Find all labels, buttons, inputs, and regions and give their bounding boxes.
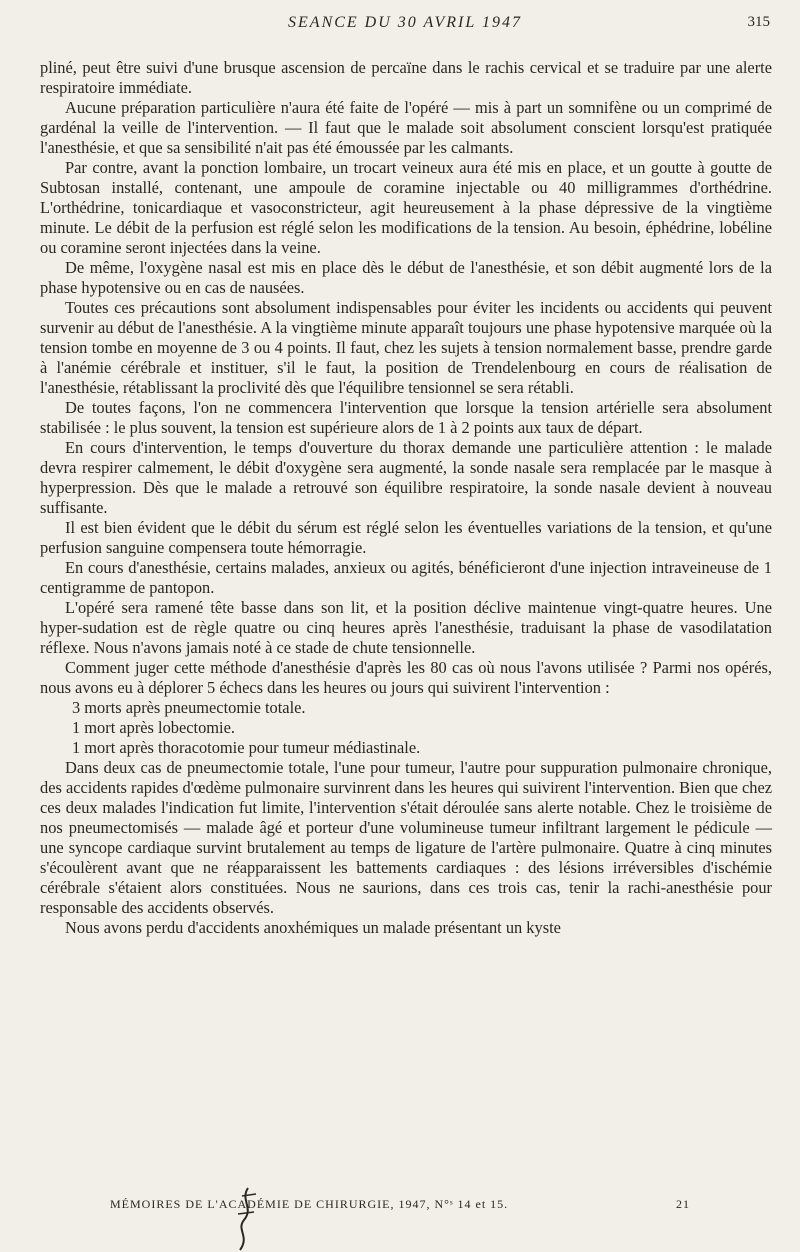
- ink-mark-icon: [230, 1186, 264, 1252]
- paragraph: Dans deux cas de pneumectomie totale, l'une pour tumeur, l'autre pour suppuration pulmonaire chronique, des accidents rapides d'œdème pulmonaire survinrent dans les heures qui suivirent l'intervention. Bien que chez ces deux malades l'indication fut limite, l'intervention s'était déroulée sans alerte notable. Chez le troisième de nos pneumectomisés — malade âgé et porteur d'une volumineuse tumeur infiltrant largement le pédicule — une syncope cardiaque survint brutalement au temps de ligature de l'artère pulmonaire. Quatre à cinq minutes s'écoulèrent avant que ne réapparaissent les battements cardiaques : des lésions irréversibles d'ischémie cérébrale s'étaient alors constituées. Nous ne saurions, dans ces trois cas, tenir la rachi-anesthésie pour responsable des accidents observés.: [40, 758, 772, 917]
- paragraph: Nous avons perdu d'accidents anoxhémiques un malade présentant un kyste: [65, 918, 561, 937]
- paragraph: Il est bien évident que le débit du sérum est réglé selon les éventuelles variations de la tension, et qu'une perfusion sanguine compensera toute hémorragie.: [40, 518, 772, 557]
- header-title: SEANCE DU 30 AVRIL 1947: [288, 14, 522, 31]
- list-item: 1 mort après thoracotomie pour tumeur médiastinale.: [72, 738, 421, 757]
- paragraph: De même, l'oxygène nasal est mis en place dès le début de l'anesthésie, et son débit augmenté lors de la phase hypotensive ou en cas de nausées.: [40, 258, 772, 297]
- footer: [110, 1197, 690, 1217]
- running-header: [40, 14, 770, 38]
- body-text: [40, 58, 772, 938]
- paragraph: En cours d'intervention, le temps d'ouverture du thorax demande une particulière attention : le malade devra respirer calmement, le débit d'oxygène sera augmenté, la sonde nasale sera remplacée par le masque à hyperpression. Dès que le malade a retrouvé son équilibre respiratoire, la sonde nasale devient à nouveau suffisante.: [40, 438, 772, 517]
- paragraph: Comment juger cette méthode d'anesthésie d'après les 80 cas où nous l'avons utilisée ? Parmi nos opérés, nous avons eu à déplorer 5 échecs dans les heures ou jours qui suivirent l'intervention :: [40, 658, 772, 697]
- paragraph: En cours d'anesthésie, certains malades, anxieux ou agités, bénéficieront d'une injection intraveineuse de 1 centigramme de pantopon.: [40, 558, 772, 597]
- list-item: 1 mort après lobectomie.: [72, 718, 235, 737]
- footer-citation: MÉMOIRES DE L'ACADÉMIE DE CHIRURGIE, 1947, N°ˢ 14 et 15.: [110, 1197, 509, 1211]
- paragraph: Toutes ces précautions sont absolument indispensables pour éviter les incidents ou accidents qui peuvent survenir au début de l'anesthésie. A la vingtième minute apparaît toujours une phase hypotensive marquée où la tension tombe en moyenne de 3 ou 4 points. Il faut, chez les sujets à tension normalement basse, prendre garde à l'anémie cérébrale et instituer, s'il le faut, la position de Trendelenbourg en cours de réalisation de l'anesthésie, rétablissant la proclivité dès que l'équilibre tensionnel se sera rétabli.: [40, 298, 772, 397]
- page-number: 315: [747, 14, 770, 30]
- paragraph: pliné, peut être suivi d'une brusque ascension de percaïne dans le rachis cervical et se traduire par une alerte respiratoire immédiate.: [40, 58, 772, 97]
- signature-number: 21: [676, 1197, 690, 1211]
- paragraph: L'opéré sera ramené tête basse dans son lit, et la position déclive maintenue vingt-quatre heures. Une hyper-sudation est de règle quatre ou cinq heures après l'anesthésie, traduisant la phase de vasodilatation réflexe. Nous n'avons jamais noté à ce stade de chute tensionnelle.: [40, 598, 772, 657]
- paragraph: Par contre, avant la ponction lombaire, un trocart veineux aura été mis en place, et un goutte à goutte de Subtosan installé, contenant, une ampoule de coramine injectable ou 40 milligrammes d'orthédrine. L'orthédrine, tonicardiaque et vasoconstricteur, agit heureusement à la phase dépressive de la vingtième minute. Le débit de la perfusion est réglé selon les modifications de la tension. Au besoin, éphédrine, lobéline ou coramine seront injectées dans la veine.: [40, 158, 772, 257]
- list-item: 3 morts après pneumectomie totale.: [72, 698, 306, 717]
- paragraph: De toutes façons, l'on ne commencera l'intervention que lorsque la tension artérielle sera absolument stabilisée : le plus souvent, la tension est supérieure alors de 1 à 2 points aux taux de départ.: [40, 398, 772, 437]
- death-list: [40, 698, 772, 758]
- paragraph: Aucune préparation particulière n'aura été faite de l'opéré — mis à part un somnifène ou un comprimé de gardénal la veille de l'intervention. — Il faut que le malade soit absolument conscient lorsqu'est pratiquée l'anesthésie, et que sa sensibilité n'ait pas été émoussée par les calmants.: [40, 98, 772, 157]
